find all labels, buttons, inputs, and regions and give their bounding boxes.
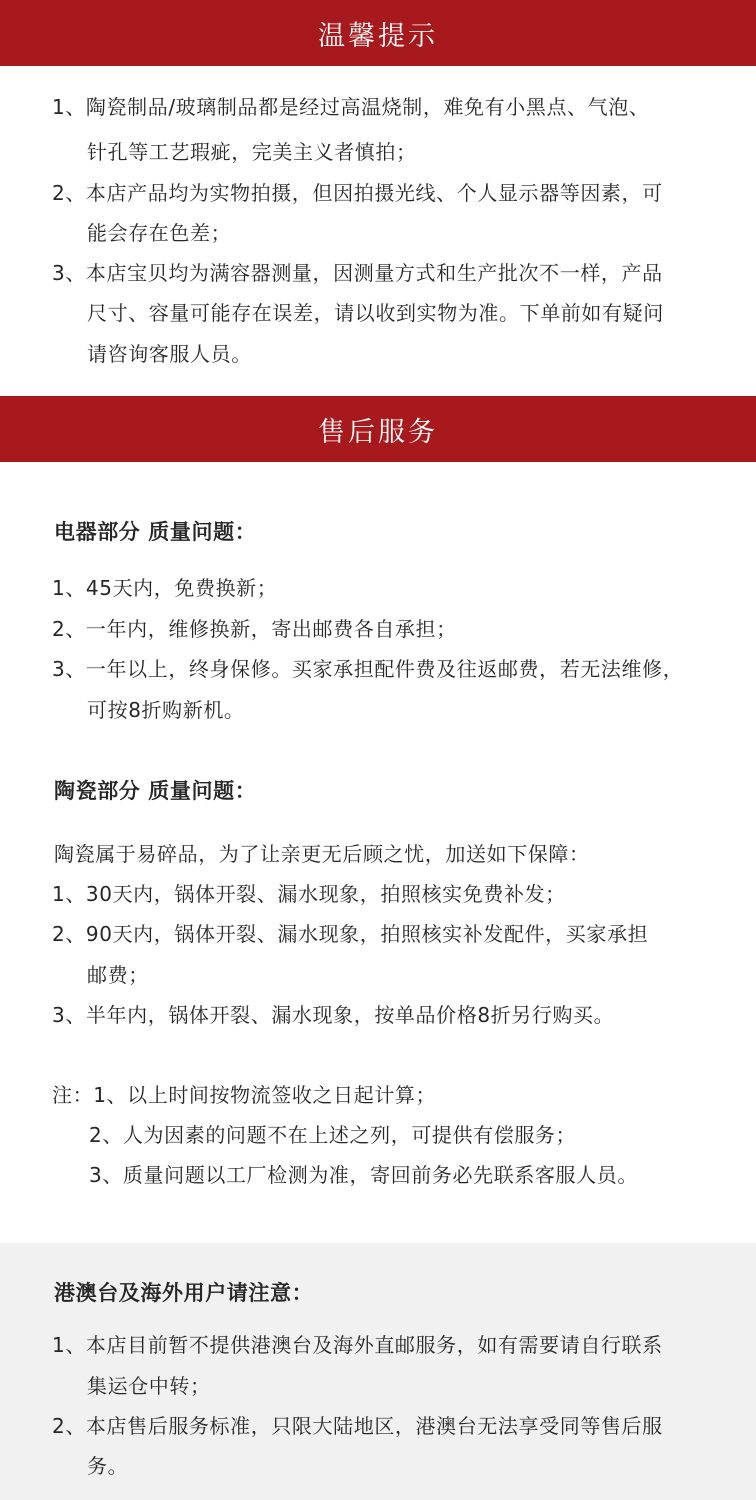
notice-line: 尺寸、容量可能存在误差，请以收到实物为准。下单前如有疑问 xyxy=(87,301,664,325)
notice-header xyxy=(0,0,756,66)
notice-line: 针孔等工艺瑕疵，完美主义者慎拍； xyxy=(87,140,417,164)
overseas-line: 1、本店目前暂不提供港澳台及海外直邮服务，如有需要请自行联系 xyxy=(52,1333,663,1357)
note-line: 2、人为因素的问题不在上述之列，可提供有偿服务； xyxy=(89,1123,577,1147)
overseas-line: 集运仓中转； xyxy=(87,1374,211,1398)
ceramic-line: 1、30天内，锅体开裂、漏水现象，拍照核实免费补发； xyxy=(52,882,566,906)
notice-title: 温馨提示 xyxy=(318,20,438,52)
electrical-heading: 电器部分 质量问题： xyxy=(54,520,257,544)
after-sales-title: 售后服务 xyxy=(318,416,438,448)
ceramic-line: 邮费； xyxy=(87,963,149,987)
electrical-line: 3、一年以上，终身保修。买家承担配件费及往返邮费，若无法维修， xyxy=(52,657,684,681)
ceramic-line: 3、半年内，锅体开裂、漏水现象，按单品价格8折另行购买。 xyxy=(52,1003,615,1027)
notice-line: 请咨询客服人员。 xyxy=(87,342,252,366)
electrical-line: 1、45天内，免费换新； xyxy=(52,576,278,600)
notice-line: 2、本店产品均为实物拍摄，但因拍摄光线、个人显示器等因素，可 xyxy=(52,181,663,205)
ceramic-line: 陶瓷属于易碎品，为了让亲更无后顾之忧，加送如下保障： xyxy=(54,842,590,866)
after-sales-header xyxy=(0,396,756,462)
ceramic-line: 2、90天内，锅体开裂、漏水现象，拍照核实补发配件，买家承担 xyxy=(52,922,649,946)
note-line: 3、质量问题以工厂检测为准，寄回前务必先联系客服人员。 xyxy=(89,1163,638,1187)
electrical-line: 可按8折购新机。 xyxy=(87,698,245,722)
note-line: 注：1、以上时间按物流签收之日起计算； xyxy=(52,1083,437,1107)
electrical-line: 2、一年内，维修换新，寄出邮费各自承担； xyxy=(52,617,457,641)
notice-line: 能会存在色差； xyxy=(87,221,232,245)
overseas-line: 务。 xyxy=(87,1454,129,1478)
overseas-heading: 港澳台及海外用户请注意： xyxy=(54,1281,314,1305)
ceramic-heading: 陶瓷部分 质量问题： xyxy=(54,779,257,803)
notice-line: 1、陶瓷制品/玻璃制品都是经过高温烧制，难免有小黑点、气泡、 xyxy=(52,95,650,119)
notice-line: 3、本店宝贝均为满容器测量，因测量方式和生产批次不一样，产品 xyxy=(52,261,663,285)
overseas-line: 2、本店售后服务标准，只限大陆地区，港澳台无法享受同等售后服 xyxy=(52,1414,663,1438)
